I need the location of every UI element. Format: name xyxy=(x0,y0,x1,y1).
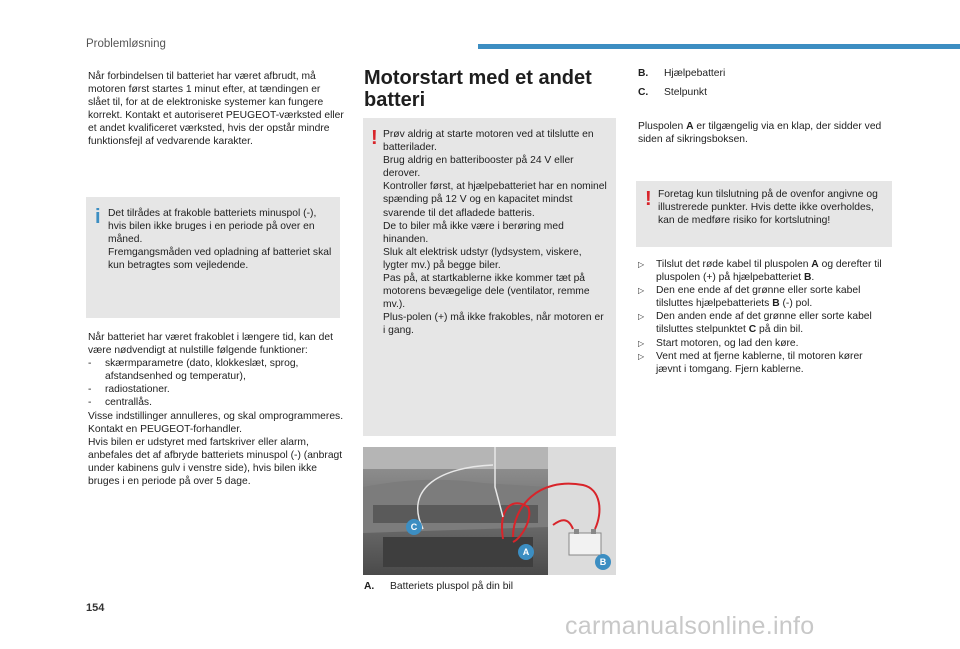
warning-line: De to biler må ikke være i berøring med hinanden. xyxy=(383,220,564,245)
warning-note-box xyxy=(363,118,616,436)
info-note-line: Fremgangsmåden ved opladning af batteriet skal kun betragtes som vejledende. xyxy=(108,247,332,272)
callout-c: C xyxy=(406,519,422,535)
list-item: - radiostationer. xyxy=(88,384,170,396)
warning-line: Plus-polen (+) må ikke frakobles, når motoren er i gang. xyxy=(383,312,604,337)
warning-line: Kontroller først, at hjælpebatteriet har en nominel spænding på 12 V og en kapacitet mindst svarende til det afladede batteris. xyxy=(383,181,607,219)
reset-functions-block xyxy=(88,331,344,488)
intro-paragraph: Når forbindelsen til batteriet har været afbrudt, må motoren først startes 1 minut efter, at tændingen er slået til, for at de elektroniske systemer kan fungere korrekt. Kontakt et autoriseret PEUGEOT-værksted eller et andet kvalificeret værksted, hvis der opstår mindre funktionsfejl af vedvarende karakter. xyxy=(88,71,344,148)
legend-a: A. Batteriets pluspol på din bil xyxy=(364,581,514,592)
tail-paragraph: Visse indstillinger annulleres, og skal omprogrammeres. Kontakt en PEUGEOT-forhandler. xyxy=(88,410,344,435)
page-heading: Motorstart med et andet batteri xyxy=(364,67,592,111)
callout-b: B xyxy=(595,554,611,570)
list-item: - centrallås. xyxy=(88,397,152,409)
reset-lead: Når batteriet har været frakoblet i længere tid, kan det være nødvendigt at nulstille følgende funktioner: xyxy=(88,332,333,357)
warning-icon: ! xyxy=(371,127,378,149)
legend-b: B. Hjælpebatteri xyxy=(638,68,726,79)
warning-line: Brug aldrig en batteribooster på 24 V eller derover. xyxy=(383,155,574,180)
list-item: - skærmparametre (dato, klokkeslæt, sprog, afstandsenhed og temperatur), xyxy=(88,358,299,383)
warning-line: Prøv aldrig at starte motoren ved at tilslutte en batterilader. xyxy=(383,129,594,154)
jump-start-figure xyxy=(363,447,616,575)
callout-a: A xyxy=(518,544,534,560)
warning-line: Sluk alt elektrisk udstyr (lydsystem, viskere, lygter mv.) på begge biler. xyxy=(383,246,582,271)
legend-c: C. Stelpunkt xyxy=(638,87,707,98)
page-number: 154 xyxy=(86,602,105,614)
list-item: ▷ Den anden ende af det grønne eller sorte kabel tilsluttes stelpunktet C på din bil. xyxy=(638,311,872,336)
tail-paragraph: Hvis bilen er udstyret med fartskriver eller alarm, anbefales det af afbryde batteriets minuspol (-) (anbragt under kabinens gulv i venstre side), hvis bilen ikke bruges i en periode på over 5 dage. xyxy=(88,436,343,488)
warning-note-box-2 xyxy=(636,181,892,247)
warning-line: Pas på, at startkablerne ikke kommer tæt på motorens bevægelige dele (ventilator, remme mv.). xyxy=(383,273,590,311)
watermark: carmanualsonline.info xyxy=(565,612,815,640)
header-accent-bar xyxy=(478,44,960,49)
list-item: ▷ Den ene ende af det grønne eller sorte kabel tilsluttes hjælpebatteriets B (-) pol. xyxy=(638,285,861,310)
list-item: ▷ Vent med at fjerne kablerne, til motoren kører jævnt i tomgang. Fjern kablerne. xyxy=(638,350,863,375)
warning-note-text: Foretag kun tilslutning på de ovenfor angivne og illustrerede punkter. Hvis dette ikke overholdes, kan de medføre risiko for kortslutning! xyxy=(658,189,878,227)
section-title: Problemløsning xyxy=(86,38,166,50)
list-item: ▷ Start motoren, og lad den køre. xyxy=(638,337,799,349)
info-icon: i xyxy=(95,206,101,228)
steps-list xyxy=(638,258,888,376)
warning-icon: ! xyxy=(645,188,652,210)
info-note-line: Det tilrådes at frakoble batteriets minuspol (-), hvis bilen ikke bruges i en periode på over en måned. xyxy=(108,208,317,246)
info-note-box xyxy=(86,197,340,318)
pluspole-paragraph: Pluspolen A er tilgængelig via en klap, der sidder ved siden af sikringsboksen. xyxy=(638,121,882,146)
list-item: ▷ Tilslut det røde kabel til pluspolen A og derefter til pluspolen (+) på hjælpebatteriet B. xyxy=(638,259,882,284)
